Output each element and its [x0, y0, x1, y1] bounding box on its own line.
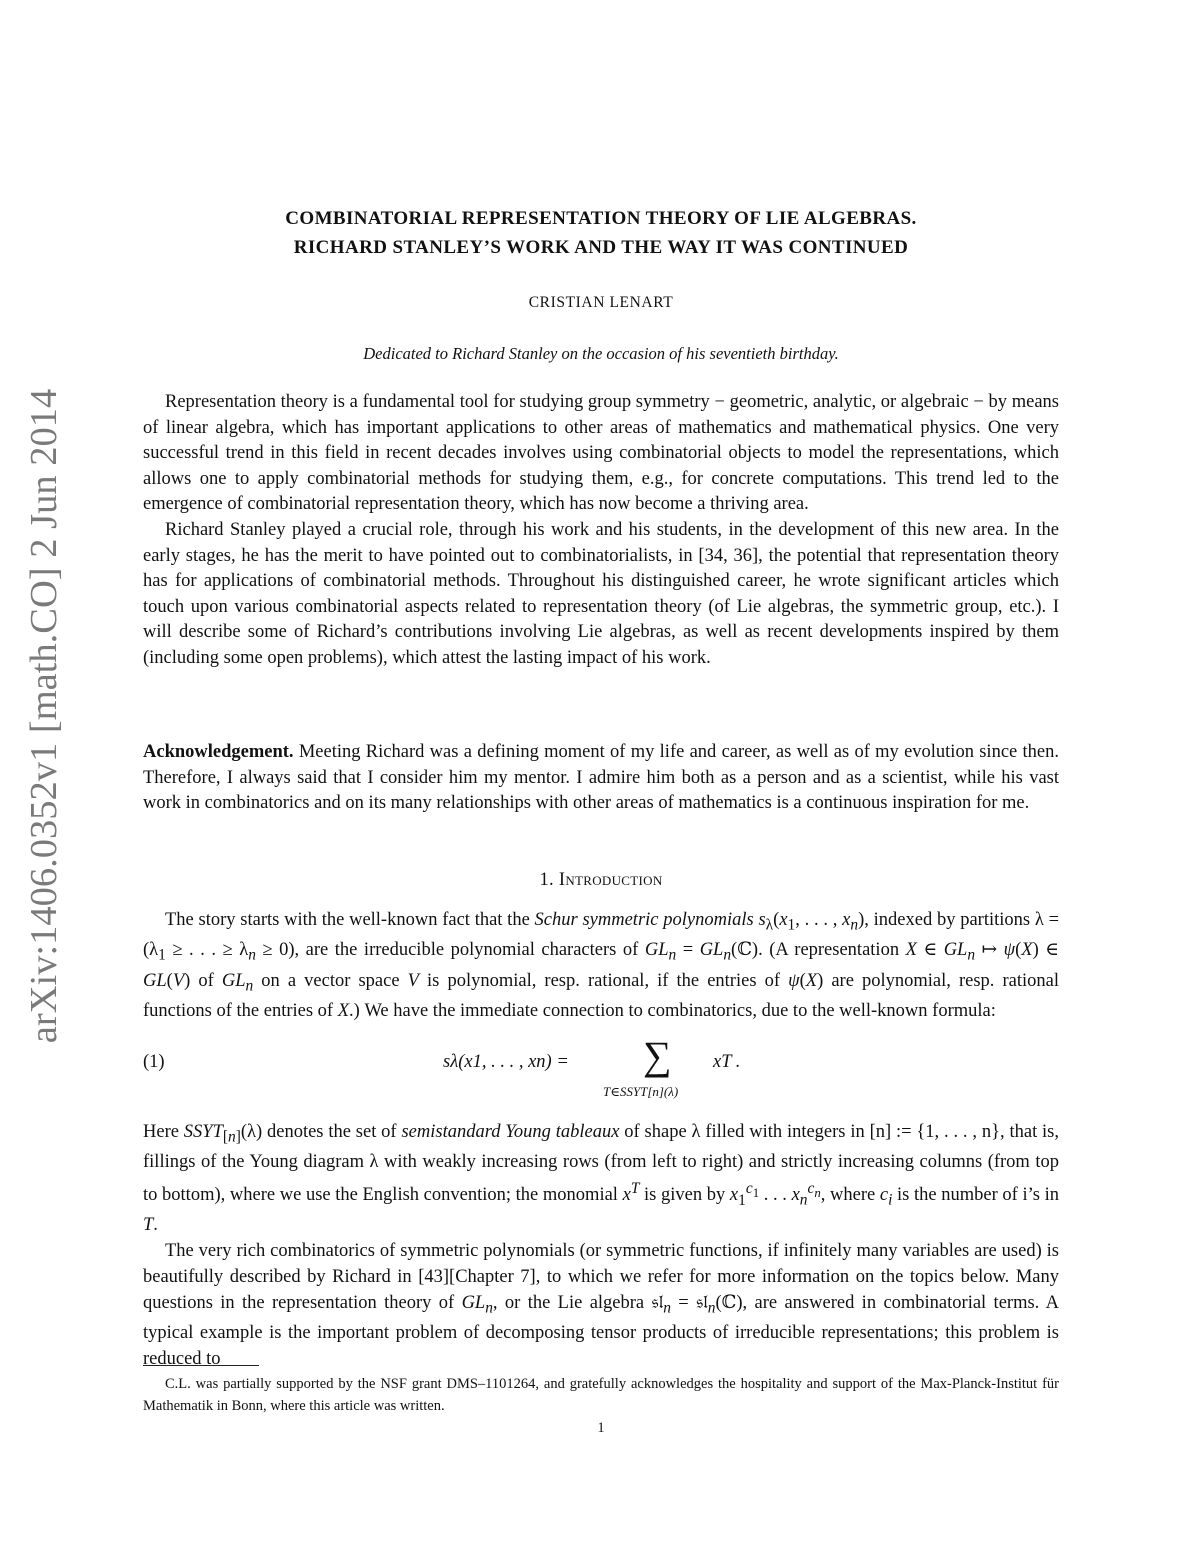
footnote-rule — [143, 1365, 259, 1366]
intro-paragraph-2: Here $SSYT_{[n]}(\lambda)$ denotes the set of semistandard Young tableaux of shape λ filled with integers in [n] := {1, . . . , n}, that is, fillings of the Young diagram λ with weakly increasing rows (from left to right) and strictly increasing columns (from top to bottom), where we use the English convention; the monomial $x^T$ is given by $x_1^{c_1}$ . . . $x_n^{c_n}$, where $c_i$ is the number of i’s in T. The very rich combinatorics of symmetric polynomials (or symmetric functions, if infinitely many variables are used) is beautifully described by Richard in [43][Chapter 7], to which we refer for more information on the topics below. Many questions in the representation theory of $GL_n$, or the Lie algebra 𝔰𝔩$_n$ = 𝔰𝔩$_n$(ℂ), are answered in combinatorial terms. A typical example is the important problem of decomposing tensor products of irreducible representations; this problem is reduced to — [143, 1122, 1060, 1369]
intro-paragraph-1: The story starts with the well-known fact that the Schur symmetric polynomials $s_\lambda(x_1$, . . . , $x_n$), indexed by partitions $\lambda = (\lambda_1$ ≥ . . . ≥ $\lambda_n \ge 0$), are the irreducible polynomial characters of $GL_n$ = $GL_n(ℂ)$. (A representation X ∈ $GL_n$ ↦ ψ(X) ∈ GL(V) of $GL_n$ on a vector space V is polynomial, resp. rational, if the entries of ψ(X) are polynomial, resp. rational functions of the entries of X.) We have the immediate connection to combinatorics, due to the well-known formula: — [143, 910, 1059, 1021]
text-run: , indexed by partitions λ = (λ — [143, 910, 1059, 961]
text-run: is polynomial, resp. rational, if the entries of — [418, 970, 789, 991]
text-run: .) We have the immediate connection to combinatorics, due to the well-known formula: — [349, 1000, 996, 1021]
acknowledgement — [143, 740, 1059, 817]
equation-number: (1) — [143, 1052, 165, 1072]
text-run: denotes the set of — [262, 1122, 402, 1142]
summation-index: T∈SSYT[n](λ) — [603, 1084, 679, 1099]
abstract-paragraph-1: Representation theory is a fundamental tool for studying group symmetry − geometric, analytic, or algebraic − by means of linear algebra, which has important applications to other areas of mathematics and mathematical physics. One very successful trend in this field in recent decades involves using combinatorial objects to model the representations, which allows one to apply combinatorial methods for studying them, e.g., for concrete computations. This trend led to the emergence of combinatorial representation theory, which has now become a thriving area. — [143, 392, 1059, 515]
text-run: Here — [143, 1122, 184, 1142]
text-run: The story starts with the well-known fact that the — [165, 910, 535, 930]
arxiv-identifier-stamp — [18, 372, 70, 1060]
text-run: is the number of i’s in — [892, 1185, 1060, 1206]
text-run: of shape λ filled with integers in [n] := {1, . . . , n}, that is, fillings of the Young diagram λ with weakly increasing rows (from left to right) and strictly increasing columns (from top to bottom), where we use the English convention; the monomial — [143, 1122, 1060, 1206]
footnote-text: C.L. was partially supported by the NSF grant DMS–1101264, and gratefully acknowledges the hospitality and support of the Max-Planck-Institut für Mathematik in Bonn, where this article was written. — [143, 1376, 1059, 1414]
abstract-paragraph-2: Richard Stanley played a crucial role, through his work and his students, in the development of this new area. In the early stages, he has the merit to have pointed out to combinatorialists, in [34, 36], the potential that representation theory has for applications of combinatorial methods. Throughout his distinguished career, he wrote significant articles which touch upon various combinatorial aspects related to representation theory (of Lie algebras, the symmetric group, etc.). I will describe some of Richard’s contributions involving Lie algebras, as well as recent developments inspired by them (including some open problems), which attest the lasting impact of his work. — [143, 519, 1059, 668]
text-run: is given by — [639, 1185, 730, 1206]
title-line-2: RICHARD STANLEY’S WORK AND THE WAY IT WAS CONTINUED — [293, 237, 909, 258]
paper-title — [143, 204, 1059, 262]
schur-polynomials-term: Schur symmetric polynomials — [534, 910, 754, 930]
section-title: Introduction — [558, 870, 663, 890]
text-run: , or the Lie algebra — [492, 1293, 652, 1314]
acknowledgement-label: Acknowledgement. — [143, 742, 294, 762]
text-run: . — [153, 1215, 158, 1236]
title-line-1: COMBINATORIAL REPRESENTATION THEORY OF LIE ALGEBRAS. — [285, 208, 917, 229]
text-run: are polynomial, resp. rational functions of the entries of — [143, 970, 1059, 1021]
formula-lhs: sλ(x1, . . . , xn) = — [443, 1052, 569, 1072]
text-run: (ℂ). (A representation — [731, 940, 906, 961]
section-number: 1. — [539, 870, 554, 890]
section-heading — [143, 870, 1059, 891]
text-run: (ℂ), are answered in combinatorial terms. A typical example is the important problem of decomposing tensor products of irreducible representations; this problem is reduced to — [143, 1293, 1059, 1369]
formula-rhs: xT . — [713, 1052, 741, 1072]
dedication: Dedicated to Richard Stanley on the occasion of his seventieth birthday. — [363, 344, 839, 363]
author-name: CRISTIAN LENART — [528, 294, 674, 311]
summation-symbol: ∑ — [643, 1033, 672, 1078]
ssyt-term: semistandard Young tableaux — [401, 1122, 620, 1142]
text-run: on a vector space — [253, 970, 408, 991]
text-run: , where — [820, 1185, 880, 1206]
page-number: 1 — [597, 1420, 605, 1436]
arxiv-identifier-text: arXiv:1406.0352v1 [math.CO] 2 Jun 2014 — [23, 388, 66, 1044]
acknowledgement-text: Meeting Richard was a defining moment of my life and career, as well as of my evolution since then. Therefore, I always said that I consider him my mentor. I admire him both as a person and as a scientist, while his vast work in combinatorics and on its many relationships with other areas of mathematics is a continuous inspiration for me. — [143, 742, 1059, 814]
text-run: ), are the irreducible polynomial characters of — [288, 940, 645, 961]
abstract — [143, 390, 1059, 672]
text-run: The very rich combinatorics of symmetric polynomials (or symmetric functions, if infinitely many variables are used) is beautifully described by Richard in [43][Chapter 7], to which we refer for more information on the topics below. Many questions in the representation theory of — [143, 1240, 1059, 1314]
footnote — [143, 1374, 1059, 1417]
